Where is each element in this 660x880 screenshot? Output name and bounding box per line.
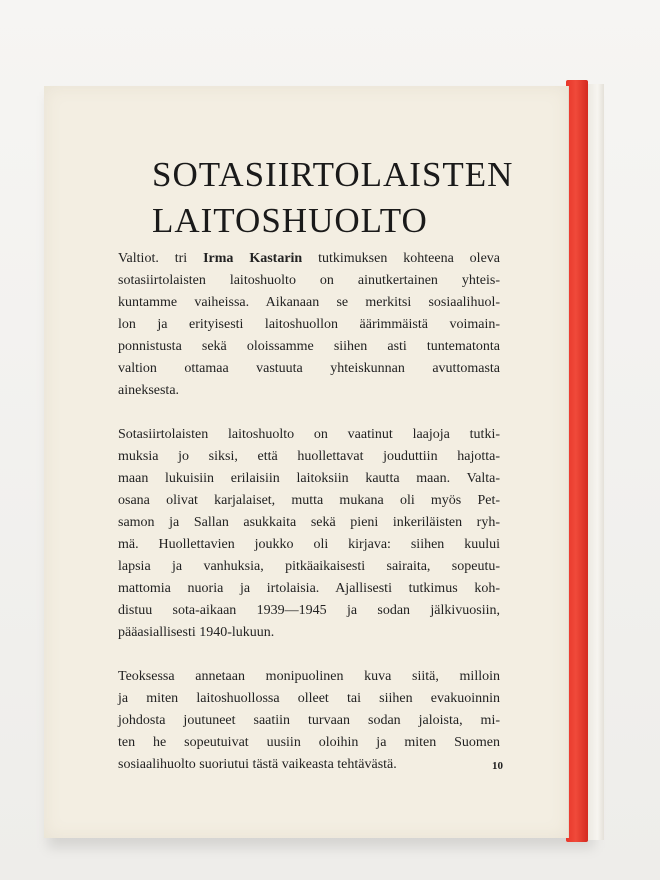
text-line: pääasiallisesti 1940-lukuun.	[118, 625, 275, 640]
text-line: lon ja erityisesti laitoshuollon äärimmäistä voimain-	[118, 317, 500, 332]
text-line: sotasiirtolaisten laitoshuolto on ainutkertainen yhteis-	[118, 273, 500, 288]
text-line: samon ja Sallan asukkaita sekä pieni inkeriläisten ryh-	[118, 515, 500, 530]
paragraph-1-line-1: Valtiot. tri Irma Kastarin tutkimuksen kohteena oleva	[118, 251, 500, 266]
text-line: Teoksessa annetaan monipuolinen kuva siitä, milloin	[118, 669, 500, 684]
text-line: sosiaalihuolto suoriutui tästä vaikeasta tehtävästä.	[118, 757, 397, 772]
paragraph-1	[118, 248, 500, 402]
author-name: Irma Kastarin	[203, 251, 303, 266]
text-line: aineksesta.	[118, 383, 180, 398]
blurb-text	[118, 248, 500, 798]
text-line: lapsia ja vanhuksia, pitkäaikaisesti sairaita, sopeutu-	[118, 559, 500, 574]
page-edges	[588, 84, 604, 840]
text-line: ten he sopeutuivat uusiin oloihin ja miten Suomen	[118, 735, 500, 750]
text-line: kuntamme vaiheissa. Aikanaan se merkitsi sosiaalihuol-	[118, 295, 500, 310]
text-line: valtion ottamaa vastuuta yhteiskunnan avuttomasta	[118, 361, 500, 376]
text-line: distuu sota-aikaan 1939—1945 ja sodan jälkivuosiin,	[118, 603, 500, 618]
book-title	[152, 152, 532, 244]
text-line: mattomia nuoria ja irtolaisia. Ajallisesti tutkimus koh-	[118, 581, 500, 596]
red-spine	[566, 80, 588, 842]
page-number: 10	[492, 760, 503, 772]
text-line: johdosta joutuneet saatiin turvaan sodan jaloista, mi-	[118, 713, 500, 728]
paragraph-3	[118, 666, 500, 776]
text-line: ja miten laitoshuollossa olleet tai siihen evakuoinnin	[118, 691, 500, 706]
text-line: mä. Huollettavien joukko oli kirjava: siihen kuului	[118, 537, 500, 552]
title-line-1: SOTASIIRTOLAISTEN	[152, 155, 514, 194]
text-line: muksia jo siksi, että huollettavat jouduttiin hajotta-	[118, 449, 500, 464]
text-line: osana olivat karjalaiset, mutta mukana oli myös Pet-	[118, 493, 500, 508]
text-line: maan lukuisiin erilaisiin laitoksiin kautta maan. Valta-	[118, 471, 500, 486]
text-line: Sotasiirtolaisten laitoshuolto on vaatinut laajoja tutki-	[118, 427, 500, 442]
paragraph-2	[118, 424, 500, 644]
text-line: ponnistusta sekä oloissamme siihen asti tuntematonta	[118, 339, 500, 354]
title-line-2: LAITOSHUOLTO	[152, 201, 428, 240]
